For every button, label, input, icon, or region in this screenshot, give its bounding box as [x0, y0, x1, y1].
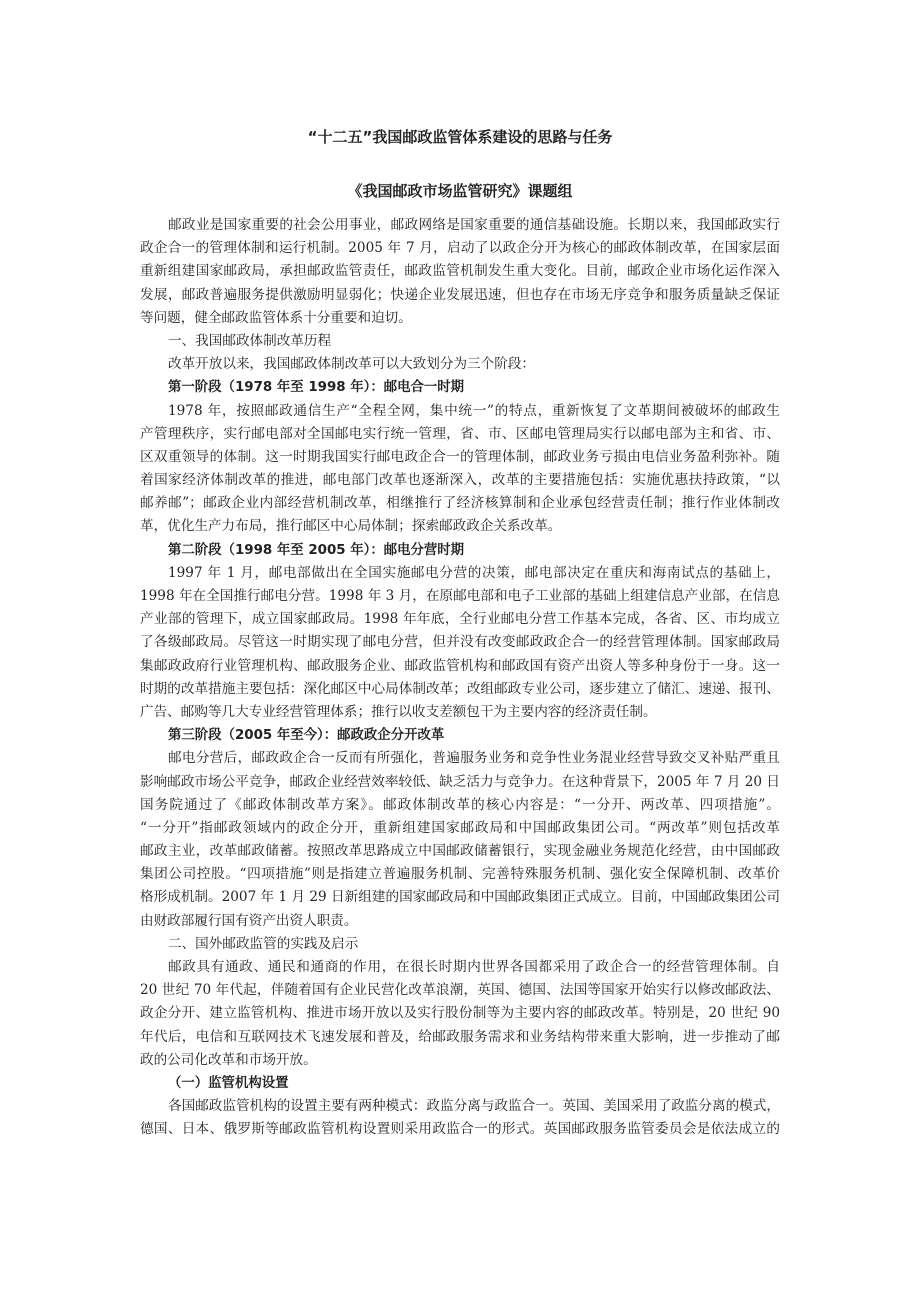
- subsection-heading: 第一阶段（1978 年至 1998 年）：邮电合一时期: [168, 380, 465, 396]
- paragraph-line: 影响邮政市场公平竞争，邮政企业经营效率较低、缺乏活力与竞争力。在这种背景下，2005 年 7 月 20 日: [140, 773, 780, 790]
- paragraph-line: 20 世纪 70 年代起，伴随着国有企业民营化改革浪潮，英国、德国、法国等国家开始实行以修改邮政法、: [140, 982, 780, 999]
- paragraph-line: 1997 年 1 月，邮电部做出在全国实施邮电分营的决策，邮电部决定在重庆和海南试点的基础上，: [168, 564, 780, 581]
- section-heading: 二、国外邮政监管的实践及启示: [168, 935, 359, 952]
- subsection-heading: 第三阶段（2005 年至今）：邮政政企分开改革: [168, 728, 445, 744]
- paragraph-line: 政企合一的管理体制和运行机制。2005 年 7 月，启动了以政企分开为核心的邮政体制改革，在国家层面: [140, 240, 780, 257]
- paragraph-line: 产管理秩序，实行邮电部对全国邮电实行统一管理，省、市、区邮电管理局实行以邮电部为主和省、市、: [140, 425, 780, 442]
- paragraph-line: 改革开放以来，我国邮政体制改革可以大致划分为三个阶段：: [168, 356, 536, 373]
- paragraph-line: 集邮政政府行业管理机构、邮政服务企业、邮政监管机构和邮政国有资产出资人等多种身份于一身。这一: [140, 657, 780, 674]
- paragraph-line: 1978 年，按照邮政通信生产“全程全网，集中统一”的特点，重新恢复了文革期间被破坏的邮政生: [168, 402, 780, 419]
- document-subtitle: 《我国邮政市场监管研究》课题组: [347, 182, 573, 200]
- paragraph-line: 邮政业是国家重要的社会公用事业，邮政网络是国家重要的通信基础设施。长期以来，我国邮政实行: [168, 217, 780, 233]
- paragraph-line: 邮电分营后，邮政政企合一反而有所强化，普遍服务业务和竞争性业务混业经营导致交叉补贴严重且: [168, 750, 780, 767]
- paragraph-line: 德国、日本、俄罗斯等邮政监管机构设置则采用政监合一的形式。英国邮政服务监管委员会是依法成立的: [140, 1121, 780, 1138]
- paragraph-line: 邮养邮”；邮政企业内部经营机制改革，相继推行了经济核算制和企业承包经营责任制；推行作业体制改: [140, 495, 780, 512]
- paragraph-line: 重新组建国家邮政局，承担邮政监管责任，邮政监管机制发生重大变化。目前，邮政企业市场化运作深入: [140, 263, 780, 280]
- document-body: [140, 214, 780, 1142]
- paragraph-line: 了各级邮政局。尽管这一时期实现了邮电分营，但并没有改变邮政政企合一的经营管理体制。国家邮政局: [140, 634, 780, 651]
- paragraph-line: 政企分开、建立监管机构、推进市场开放以及实行股份制等为主要内容的邮政改革。特别是，20 世纪 90: [140, 1005, 780, 1022]
- paragraph-line: 发展，邮政普遍服务提供激励明显弱化；快递企业发展迅速，但也存在市场无序竞争和服务质量缺乏保证: [140, 286, 780, 303]
- subsection-heading: 第二阶段（1998 年至 2005 年）：邮电分营时期: [168, 542, 465, 558]
- paragraph-line: 产业部的管理下，成立国家邮政局。1998 年年底，全行业邮电分营工作基本完成，各省、区、市均成立: [140, 611, 780, 628]
- paragraph-line: 邮政主业，改革邮政储蓄。按照改革思路成立中国邮政储蓄银行，实现金融业务规范化经营，由中国邮政: [140, 843, 780, 860]
- subsection-heading: （一）监管机构设置: [168, 1075, 289, 1091]
- paragraph-line: 国务院通过了《邮政体制改革方案》。邮政体制改革的核心内容是：“一分开、两改革、四项措施”。: [140, 796, 780, 813]
- paragraph-line: 等问题，健全邮政监管体系十分重要和迫切。: [140, 309, 412, 326]
- paragraph-line: 由财政部履行国有资产出资人职责。: [140, 912, 358, 929]
- paragraph-line: 区双重领导的体制。这一时期我国实行邮电政企合一的管理体制，邮政业务亏损由电信业务盈利弥补。随: [140, 448, 780, 465]
- paragraph-line: 着国家经济体制改革的推进，邮电部门改革也逐渐深入，改革的主要措施包括：实施优惠扶持政策，“以: [140, 472, 780, 489]
- paragraph-line: 格形成机制。2007 年 1 月 29 日新组建的国家邮政局和中国邮政集团正式成立。目前，中国邮政集团公司: [140, 889, 780, 906]
- paragraph-line: 邮政具有通政、通民和通商的作用，在很长时期内世界各国都采用了政企合一的经营管理体制。自: [168, 959, 780, 975]
- document-title: “十二五”我国邮政监管体系建设的思路与任务: [307, 128, 613, 146]
- paragraph-line: 各国邮政监管机构的设置主要有两种模式：政监分离与政监合一。英国、美国采用了政监分离的模式，: [168, 1098, 780, 1115]
- paragraph-line: 年代后，电信和互联网技术飞速发展和普及，给邮政服务需求和业务结构带来重大影响，进一步推动了邮: [140, 1028, 780, 1045]
- paragraph-line: 革，优化生产力布局，推行邮区中心局体制；探索邮政政企关系改革。: [140, 518, 562, 535]
- paragraph-line: 1998 年在全国推行邮电分营。1998 年 3 月，在原邮电部和电子工业部的基础上组建信息产业部，在信息: [140, 588, 780, 604]
- paragraph-line: 时期的改革措施主要包括：深化邮区中心局体制改革；改组邮政专业公司，逐步建立了储汇、速递、报刊、: [140, 680, 780, 697]
- paragraph-line: 广告、邮购等几大专业经营管理体系；推行以收支差额包干为主要内容的经济责任制。: [140, 703, 657, 720]
- section-heading: 一、我国邮政体制改革历程: [168, 332, 332, 349]
- paragraph-line: “一分开”指邮政领域内的政企分开，重新组建国家邮政局和中国邮政集团公司。“两改革”则包括改革: [140, 819, 780, 836]
- paragraph-line: 集团公司控股。“四项措施”则是指建立普遍服务机制、完善特殊服务机制、强化安全保障机制、改革价: [140, 866, 780, 883]
- paragraph-line: 政的公司化改革和市场开放。: [140, 1051, 317, 1068]
